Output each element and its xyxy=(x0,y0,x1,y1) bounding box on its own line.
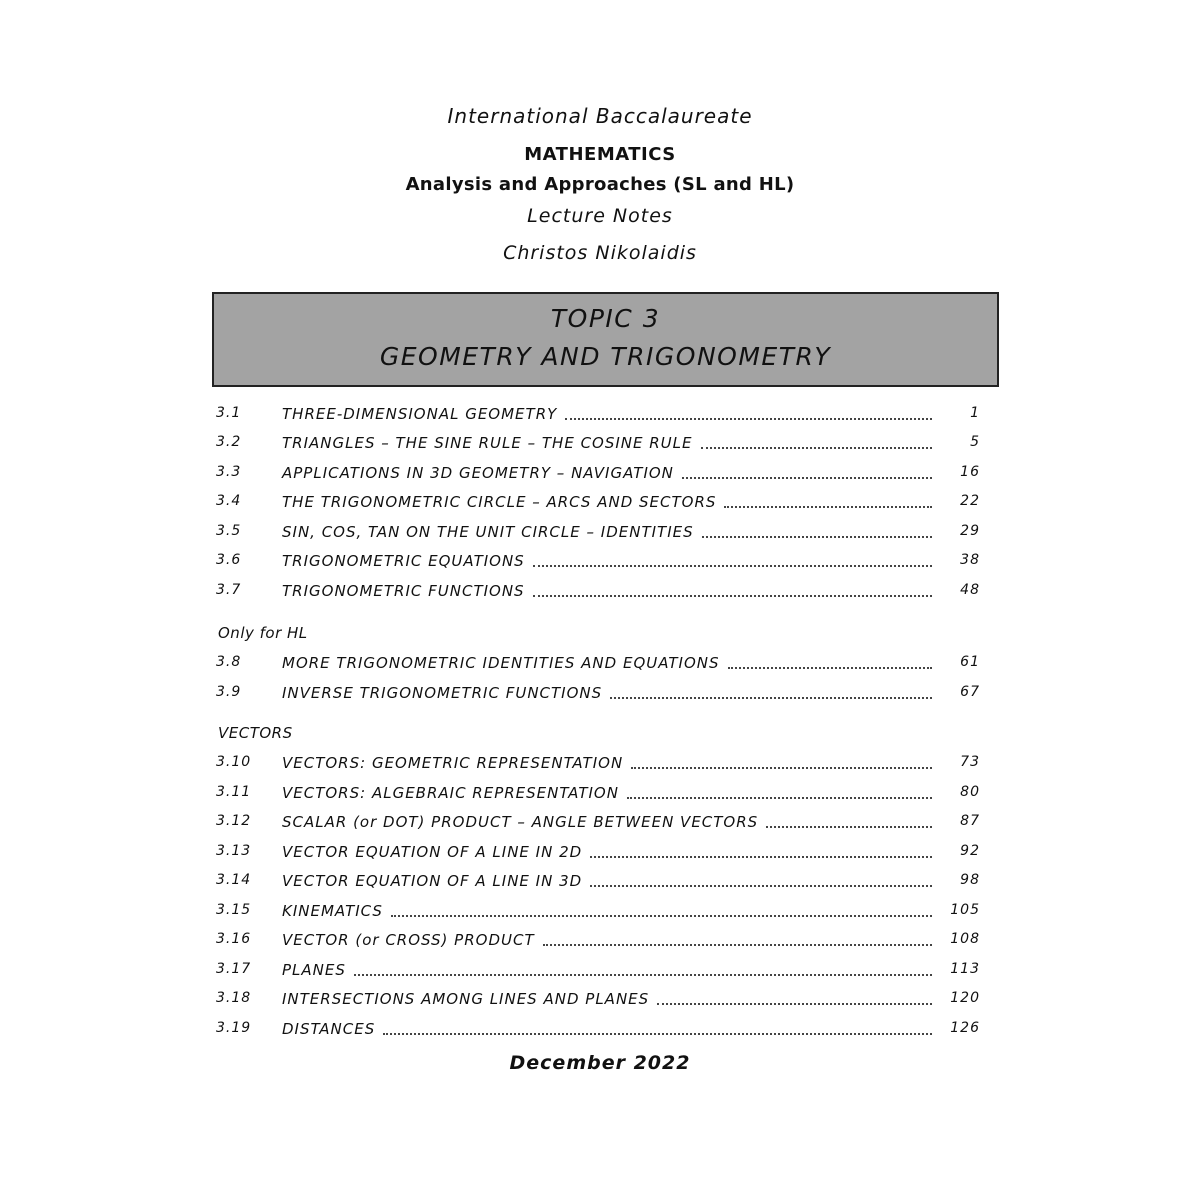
toc-entry-page: 5 xyxy=(970,434,980,450)
toc-dot-leader xyxy=(766,818,932,828)
toc-entry[interactable] xyxy=(216,402,980,426)
toc-entry-title: SCALAR (or DOT) PRODUCT – ANGLE BETWEEN VECTORS xyxy=(282,813,759,831)
toc-dot-leader xyxy=(702,528,932,538)
toc-entry-title: SIN, COS, TAN ON THE UNIT CIRCLE – IDENTITIES xyxy=(282,523,694,541)
toc-entry[interactable] xyxy=(216,869,980,893)
toc-entry-title: VECTORS: GEOMETRIC REPRESENTATION xyxy=(282,754,624,772)
course-title: Analysis and Approaches (SL and HL) xyxy=(405,174,795,195)
toc-entry[interactable] xyxy=(216,1017,980,1041)
toc-entry-page: 80 xyxy=(960,784,980,800)
toc-entry[interactable] xyxy=(216,431,980,455)
toc-entry-number: 3.4 xyxy=(216,493,242,509)
toc-entry[interactable] xyxy=(216,681,980,705)
toc-entry-title: INVERSE TRIGONOMETRIC FUNCTIONS xyxy=(282,684,603,702)
toc-entry-number: 3.2 xyxy=(216,434,242,450)
institution-name: International Baccalaureate xyxy=(447,104,753,128)
toc-entry-page: 48 xyxy=(960,582,980,598)
toc-entry-title: APPLICATIONS IN 3D GEOMETRY – NAVIGATION xyxy=(282,464,674,482)
toc-dot-leader xyxy=(383,1025,932,1035)
toc-entry-page: 113 xyxy=(950,961,980,977)
toc-entry-number: 3.16 xyxy=(216,931,252,947)
toc-dot-leader xyxy=(724,498,932,508)
toc-entry[interactable] xyxy=(216,958,980,982)
toc-dot-leader xyxy=(565,410,932,420)
toc-dot-leader xyxy=(543,936,932,946)
toc-entry-page: 120 xyxy=(950,990,980,1006)
toc-dot-leader xyxy=(631,759,932,769)
toc-entry-title: DISTANCES xyxy=(282,1020,376,1038)
toc-entry-number: 3.18 xyxy=(216,990,252,1006)
toc-entry-number: 3.8 xyxy=(216,654,242,670)
toc-dot-leader xyxy=(391,907,932,917)
publication-date: December 2022 xyxy=(509,1052,691,1074)
toc-entry-number: 3.1 xyxy=(216,405,242,421)
toc-entry-number: 3.14 xyxy=(216,872,252,888)
toc-entry-title: MORE TRIGONOMETRIC IDENTITIES AND EQUATIONS xyxy=(282,654,720,672)
section-label-hl: Only for HL xyxy=(218,624,308,642)
toc-entry-title: TRIGONOMETRIC EQUATIONS xyxy=(282,552,525,570)
topic-banner xyxy=(212,292,999,387)
toc-entry-page: 126 xyxy=(950,1020,980,1036)
toc-entry[interactable] xyxy=(216,520,980,544)
toc-dot-leader xyxy=(657,995,932,1005)
toc-entry-page: 105 xyxy=(950,902,980,918)
toc-dot-leader xyxy=(627,789,932,799)
toc-entry-title: TRIANGLES – THE SINE RULE – THE COSINE RULE xyxy=(282,434,693,452)
document-type: Lecture Notes xyxy=(527,205,673,227)
toc-entry-title: PLANES xyxy=(282,961,346,979)
toc-entry-number: 3.12 xyxy=(216,813,252,829)
toc-entry-number: 3.5 xyxy=(216,523,242,539)
toc-entry[interactable] xyxy=(216,651,980,675)
toc-entry-page: 1 xyxy=(970,405,980,421)
toc-dot-leader xyxy=(728,659,932,669)
toc-entry-page: 29 xyxy=(960,523,980,539)
toc-entry-number: 3.17 xyxy=(216,961,252,977)
toc-dot-leader xyxy=(590,848,932,858)
toc-dot-leader xyxy=(354,966,932,976)
toc-entry-title: THREE-DIMENSIONAL GEOMETRY xyxy=(282,405,558,423)
toc-entry[interactable] xyxy=(216,461,980,485)
toc-dot-leader xyxy=(682,469,932,479)
topic-title: GEOMETRY AND TRIGONOMETRY xyxy=(379,342,832,371)
toc-entry-title: VECTOR (or CROSS) PRODUCT xyxy=(282,931,535,949)
toc-entry-page: 38 xyxy=(960,552,980,568)
toc-entry-page: 16 xyxy=(960,464,980,480)
toc-entry[interactable] xyxy=(216,928,980,952)
toc-entry-number: 3.3 xyxy=(216,464,242,480)
toc-entry-number: 3.7 xyxy=(216,582,242,598)
toc-entry[interactable] xyxy=(216,810,980,834)
toc-entry-page: 22 xyxy=(960,493,980,509)
toc-entry[interactable] xyxy=(216,490,980,514)
toc-entry[interactable] xyxy=(216,987,980,1011)
toc-entry[interactable] xyxy=(216,899,980,923)
toc-entry-page: 92 xyxy=(960,843,980,859)
toc-dot-leader xyxy=(590,877,932,887)
toc-entry[interactable] xyxy=(216,751,980,775)
toc-entry-page: 87 xyxy=(960,813,980,829)
toc-entry-number: 3.10 xyxy=(216,754,252,770)
toc-entry-page: 73 xyxy=(960,754,980,770)
toc-entry-page: 108 xyxy=(950,931,980,947)
toc-entry[interactable] xyxy=(216,549,980,573)
toc-dot-leader xyxy=(533,557,932,567)
toc-entry-number: 3.6 xyxy=(216,552,242,568)
toc-entry-number: 3.15 xyxy=(216,902,252,918)
toc-entry-page: 98 xyxy=(960,872,980,888)
toc-entry-title: THE TRIGONOMETRIC CIRCLE – ARCS AND SECTORS xyxy=(282,493,717,511)
toc-entry[interactable] xyxy=(216,781,980,805)
toc-entry-title: KINEMATICS xyxy=(282,902,383,920)
toc-entry-title: VECTOR EQUATION OF A LINE IN 3D xyxy=(282,872,583,890)
toc-entry-number: 3.9 xyxy=(216,684,242,700)
author-name: Christos Nikolaidis xyxy=(503,242,697,264)
toc-entry[interactable] xyxy=(216,579,980,603)
topic-number: TOPIC 3 xyxy=(550,304,661,333)
toc-entry-title: VECTORS: ALGEBRAIC REPRESENTATION xyxy=(282,784,619,802)
toc-entry-page: 67 xyxy=(960,684,980,700)
toc-entry-title: VECTOR EQUATION OF A LINE IN 2D xyxy=(282,843,583,861)
toc-entry-number: 3.13 xyxy=(216,843,252,859)
toc-dot-leader xyxy=(701,439,933,449)
toc-entry-title: TRIGONOMETRIC FUNCTIONS xyxy=(282,582,525,600)
toc-entry-number: 3.11 xyxy=(216,784,252,800)
toc-entry-page: 61 xyxy=(960,654,980,670)
toc-dot-leader xyxy=(610,689,932,699)
toc-dot-leader xyxy=(533,587,932,597)
section-label-vectors: VECTORS xyxy=(218,724,293,742)
subject-title: MATHEMATICS xyxy=(524,144,676,165)
toc-entry-title: INTERSECTIONS AMONG LINES AND PLANES xyxy=(282,990,650,1008)
toc-entry[interactable] xyxy=(216,840,980,864)
toc-entry-number: 3.19 xyxy=(216,1020,252,1036)
